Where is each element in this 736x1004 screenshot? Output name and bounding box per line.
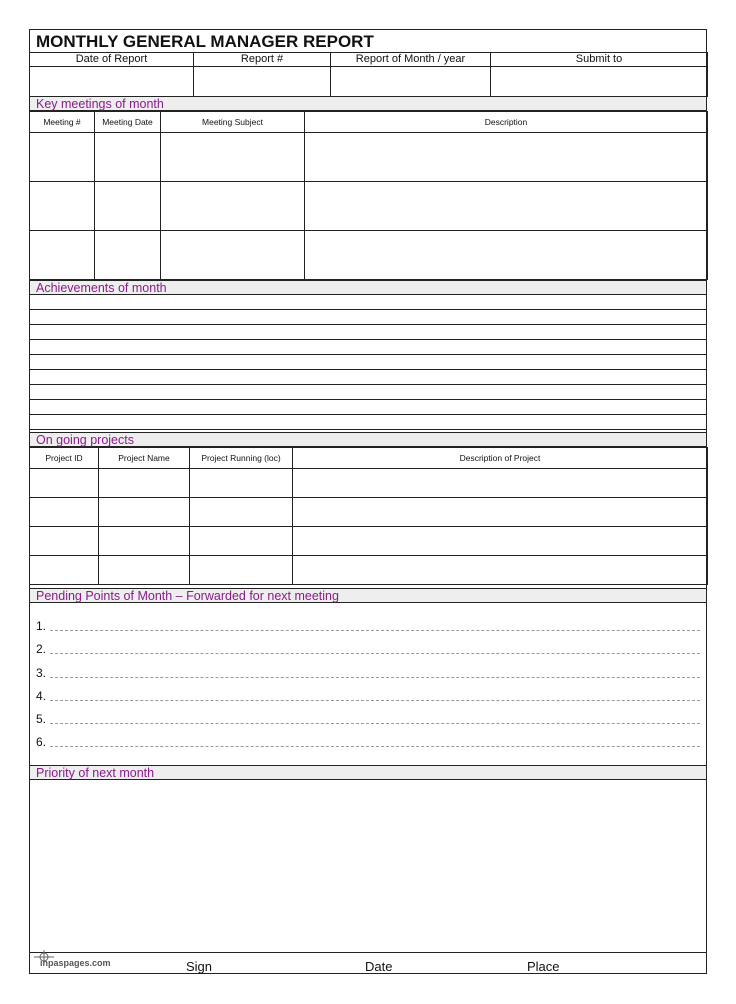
meeting-description-header: Description bbox=[305, 112, 708, 133]
fill-line bbox=[50, 653, 700, 654]
pending-number: 5. bbox=[36, 712, 47, 726]
table-row bbox=[30, 498, 708, 527]
meetings-table bbox=[29, 111, 708, 280]
list-item[interactable] bbox=[30, 355, 706, 370]
list-item[interactable] bbox=[36, 710, 700, 726]
table-row bbox=[30, 182, 708, 231]
meeting-date-header: Meeting Date bbox=[95, 112, 161, 133]
project-description-header: Description of Project bbox=[293, 448, 708, 469]
page-title: MONTHLY GENERAL MANAGER REPORT bbox=[30, 30, 706, 53]
pending-number: 2. bbox=[36, 642, 47, 656]
watermark-text: inpaspages.com bbox=[40, 958, 111, 968]
list-item[interactable] bbox=[36, 733, 700, 749]
list-item[interactable] bbox=[30, 400, 706, 415]
list-item[interactable] bbox=[36, 617, 700, 633]
list-item[interactable] bbox=[36, 640, 700, 656]
pending-number: 1. bbox=[36, 619, 47, 633]
pending-number: 6. bbox=[36, 735, 47, 749]
date-label: Date bbox=[365, 959, 393, 974]
project-running-header: Project Running (loc) bbox=[190, 448, 293, 469]
date-of-report-field[interactable] bbox=[30, 67, 194, 97]
table-row bbox=[30, 556, 708, 585]
header-fields-table bbox=[29, 52, 708, 97]
table-row bbox=[30, 469, 708, 498]
submit-to-label: Submit to bbox=[491, 53, 708, 67]
project-id-header: Project ID bbox=[30, 448, 99, 469]
pending-section-title: Pending Points of Month – Forwarded for next meeting bbox=[30, 588, 706, 603]
table-row bbox=[30, 133, 708, 182]
fill-line bbox=[50, 700, 700, 701]
sign-label: Sign bbox=[186, 959, 213, 974]
projects-section-title: On going projects bbox=[30, 432, 706, 447]
list-item[interactable] bbox=[30, 295, 706, 310]
list-item[interactable] bbox=[30, 385, 706, 400]
report-month-year-label: Report of Month / year bbox=[331, 53, 491, 67]
meetings-section-title: Key meetings of month bbox=[30, 96, 706, 111]
list-item[interactable] bbox=[36, 687, 700, 703]
fill-line bbox=[50, 746, 700, 747]
fill-line bbox=[50, 723, 700, 724]
pending-points-list bbox=[30, 605, 706, 766]
priority-text-area[interactable] bbox=[30, 782, 706, 953]
priority-section-title: Priority of next month bbox=[30, 765, 706, 780]
achievements-lines bbox=[30, 295, 706, 430]
list-item[interactable] bbox=[30, 415, 706, 430]
report-month-year-field[interactable] bbox=[331, 67, 491, 97]
report-number-field[interactable] bbox=[194, 67, 331, 97]
report-number-label: Report # bbox=[194, 53, 331, 67]
place-label: Place bbox=[527, 959, 560, 974]
meeting-number-header: Meeting # bbox=[30, 112, 95, 133]
signature-footer bbox=[30, 952, 706, 974]
fill-line bbox=[50, 630, 700, 631]
list-item[interactable] bbox=[30, 310, 706, 325]
table-row bbox=[30, 231, 708, 280]
achievements-section-title: Achievements of month bbox=[30, 280, 706, 295]
fill-line bbox=[50, 677, 700, 678]
project-name-header: Project Name bbox=[99, 448, 190, 469]
list-item[interactable] bbox=[30, 325, 706, 340]
list-item[interactable] bbox=[36, 664, 700, 680]
table-row bbox=[30, 527, 708, 556]
projects-table bbox=[29, 447, 708, 585]
list-item[interactable] bbox=[30, 340, 706, 355]
pending-number: 3. bbox=[36, 666, 47, 680]
date-of-report-label: Date of Report bbox=[30, 53, 194, 67]
pending-number: 4. bbox=[36, 689, 47, 703]
list-item[interactable] bbox=[30, 370, 706, 385]
submit-to-field[interactable] bbox=[491, 67, 708, 97]
report-sheet bbox=[29, 29, 707, 974]
meeting-subject-header: Meeting Subject bbox=[161, 112, 305, 133]
